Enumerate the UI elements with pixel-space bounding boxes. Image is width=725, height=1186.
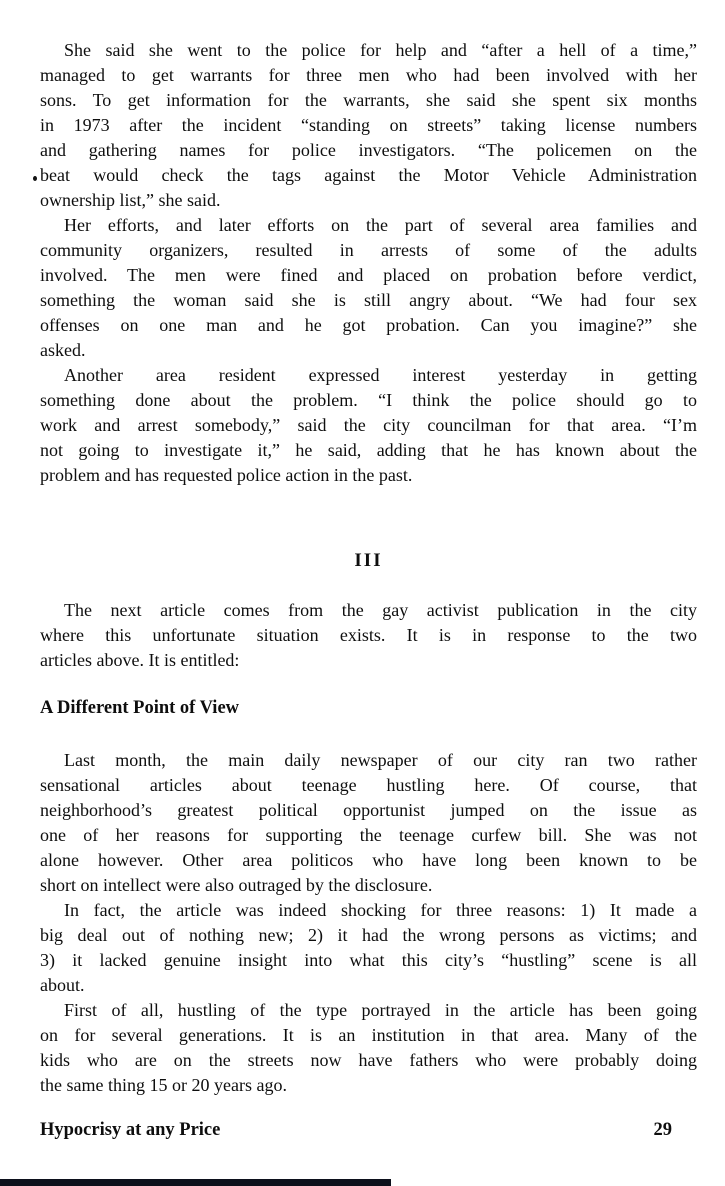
section-heading-iii: III bbox=[354, 550, 383, 571]
paragraph-para-last-month bbox=[40, 748, 697, 898]
text-line: In fact, the article was indeed shocking for three reasons: 1) It made a bbox=[64, 900, 697, 920]
text-line: something done about the problem. “I think the police should go to bbox=[40, 390, 697, 410]
text-line: where this unfortunate situation exists. It is in response to the two bbox=[40, 625, 697, 645]
text-line: articles above. It is entitled: bbox=[40, 650, 240, 670]
scan-ink-dot bbox=[33, 176, 37, 181]
text-line: not going to investigate it,” he said, adding that he has known about the bbox=[40, 440, 697, 460]
text-line: asked. bbox=[40, 340, 86, 360]
text-line: Another area resident expressed interest yesterday in getting bbox=[64, 365, 697, 385]
paragraph-para-police-warrants bbox=[40, 38, 697, 213]
paragraph-para-her-efforts bbox=[40, 213, 697, 363]
text-line: sons. To get information for the warrants, she said she spent six months bbox=[40, 90, 697, 110]
text-line: problem and has requested police action in the past. bbox=[40, 465, 413, 485]
text-line: beat would check the tags against the Motor Vehicle Administration bbox=[40, 165, 697, 185]
text-line: community organizers, resulted in arrests of some of the adults bbox=[40, 240, 697, 260]
text-line: kids who are on the streets now have fathers who were probably doing bbox=[40, 1050, 697, 1070]
paragraph-para-first-of-all bbox=[40, 998, 697, 1098]
text-line: and gathering names for police investigators. “The policemen on the bbox=[40, 140, 697, 160]
paragraph-para-another-resident bbox=[40, 363, 697, 488]
scan-edge-bar bbox=[0, 1179, 391, 1186]
text-line: something the woman said she is still angry about. “We had four sex bbox=[40, 290, 697, 310]
page-content bbox=[40, 38, 697, 1098]
text-line: on for several generations. It is an institution in that area. Many of the bbox=[40, 1025, 697, 1045]
text-line: about. bbox=[40, 975, 85, 995]
text-line: neighborhood’s greatest political opportunist jumped on the issue as bbox=[40, 800, 697, 820]
text-line: the same thing 15 or 20 years ago. bbox=[40, 1075, 287, 1095]
text-line: She said she went to the police for help and “after a hell of a time,” bbox=[64, 40, 697, 60]
text-line: work and arrest somebody,” said the city councilman for that area. “I’m bbox=[40, 415, 697, 435]
text-line: in 1973 after the incident “standing on streets” taking license numbers bbox=[40, 115, 697, 135]
paragraph-para-three-reasons bbox=[40, 898, 697, 998]
running-title: Hypocrisy at any Price bbox=[40, 1120, 221, 1140]
text-line: one of her reasons for supporting the teenage curfew bill. She was not bbox=[40, 825, 697, 845]
text-line: ownership list,” she said. bbox=[40, 190, 221, 210]
page-number: 29 bbox=[653, 1120, 672, 1140]
page-footer bbox=[40, 1118, 697, 1143]
text-line: involved. The men were fined and placed on probation before verdict, bbox=[40, 265, 697, 285]
text-line: alone however. Other area politicos who have long been known to be bbox=[40, 850, 697, 870]
text-line: Last month, the main daily newspaper of our city ran two rather bbox=[64, 750, 697, 770]
text-line: big deal out of nothing new; 2) it had the wrong persons as victims; and bbox=[40, 925, 697, 945]
text-line: The next article comes from the gay activist publication in the city bbox=[64, 600, 697, 620]
text-line: First of all, hustling of the type portrayed in the article has been going bbox=[64, 1000, 697, 1020]
text-line: managed to get warrants for three men who had been involved with her bbox=[40, 65, 697, 85]
text-line: short on intellect were also outraged by the disclosure. bbox=[40, 875, 433, 895]
paragraph-para-next-article bbox=[40, 598, 697, 673]
text-line: sensational articles about teenage hustling here. Of course, that bbox=[40, 775, 697, 795]
article-title: A Different Point of View bbox=[40, 698, 240, 718]
text-line: Her efforts, and later efforts on the part of several area families and bbox=[64, 215, 697, 235]
text-line: offenses on one man and he got probation. Can you imagine?” she bbox=[40, 315, 697, 335]
text-line: 3) it lacked genuine insight into what this city’s “hustling” scene is all bbox=[40, 950, 697, 970]
